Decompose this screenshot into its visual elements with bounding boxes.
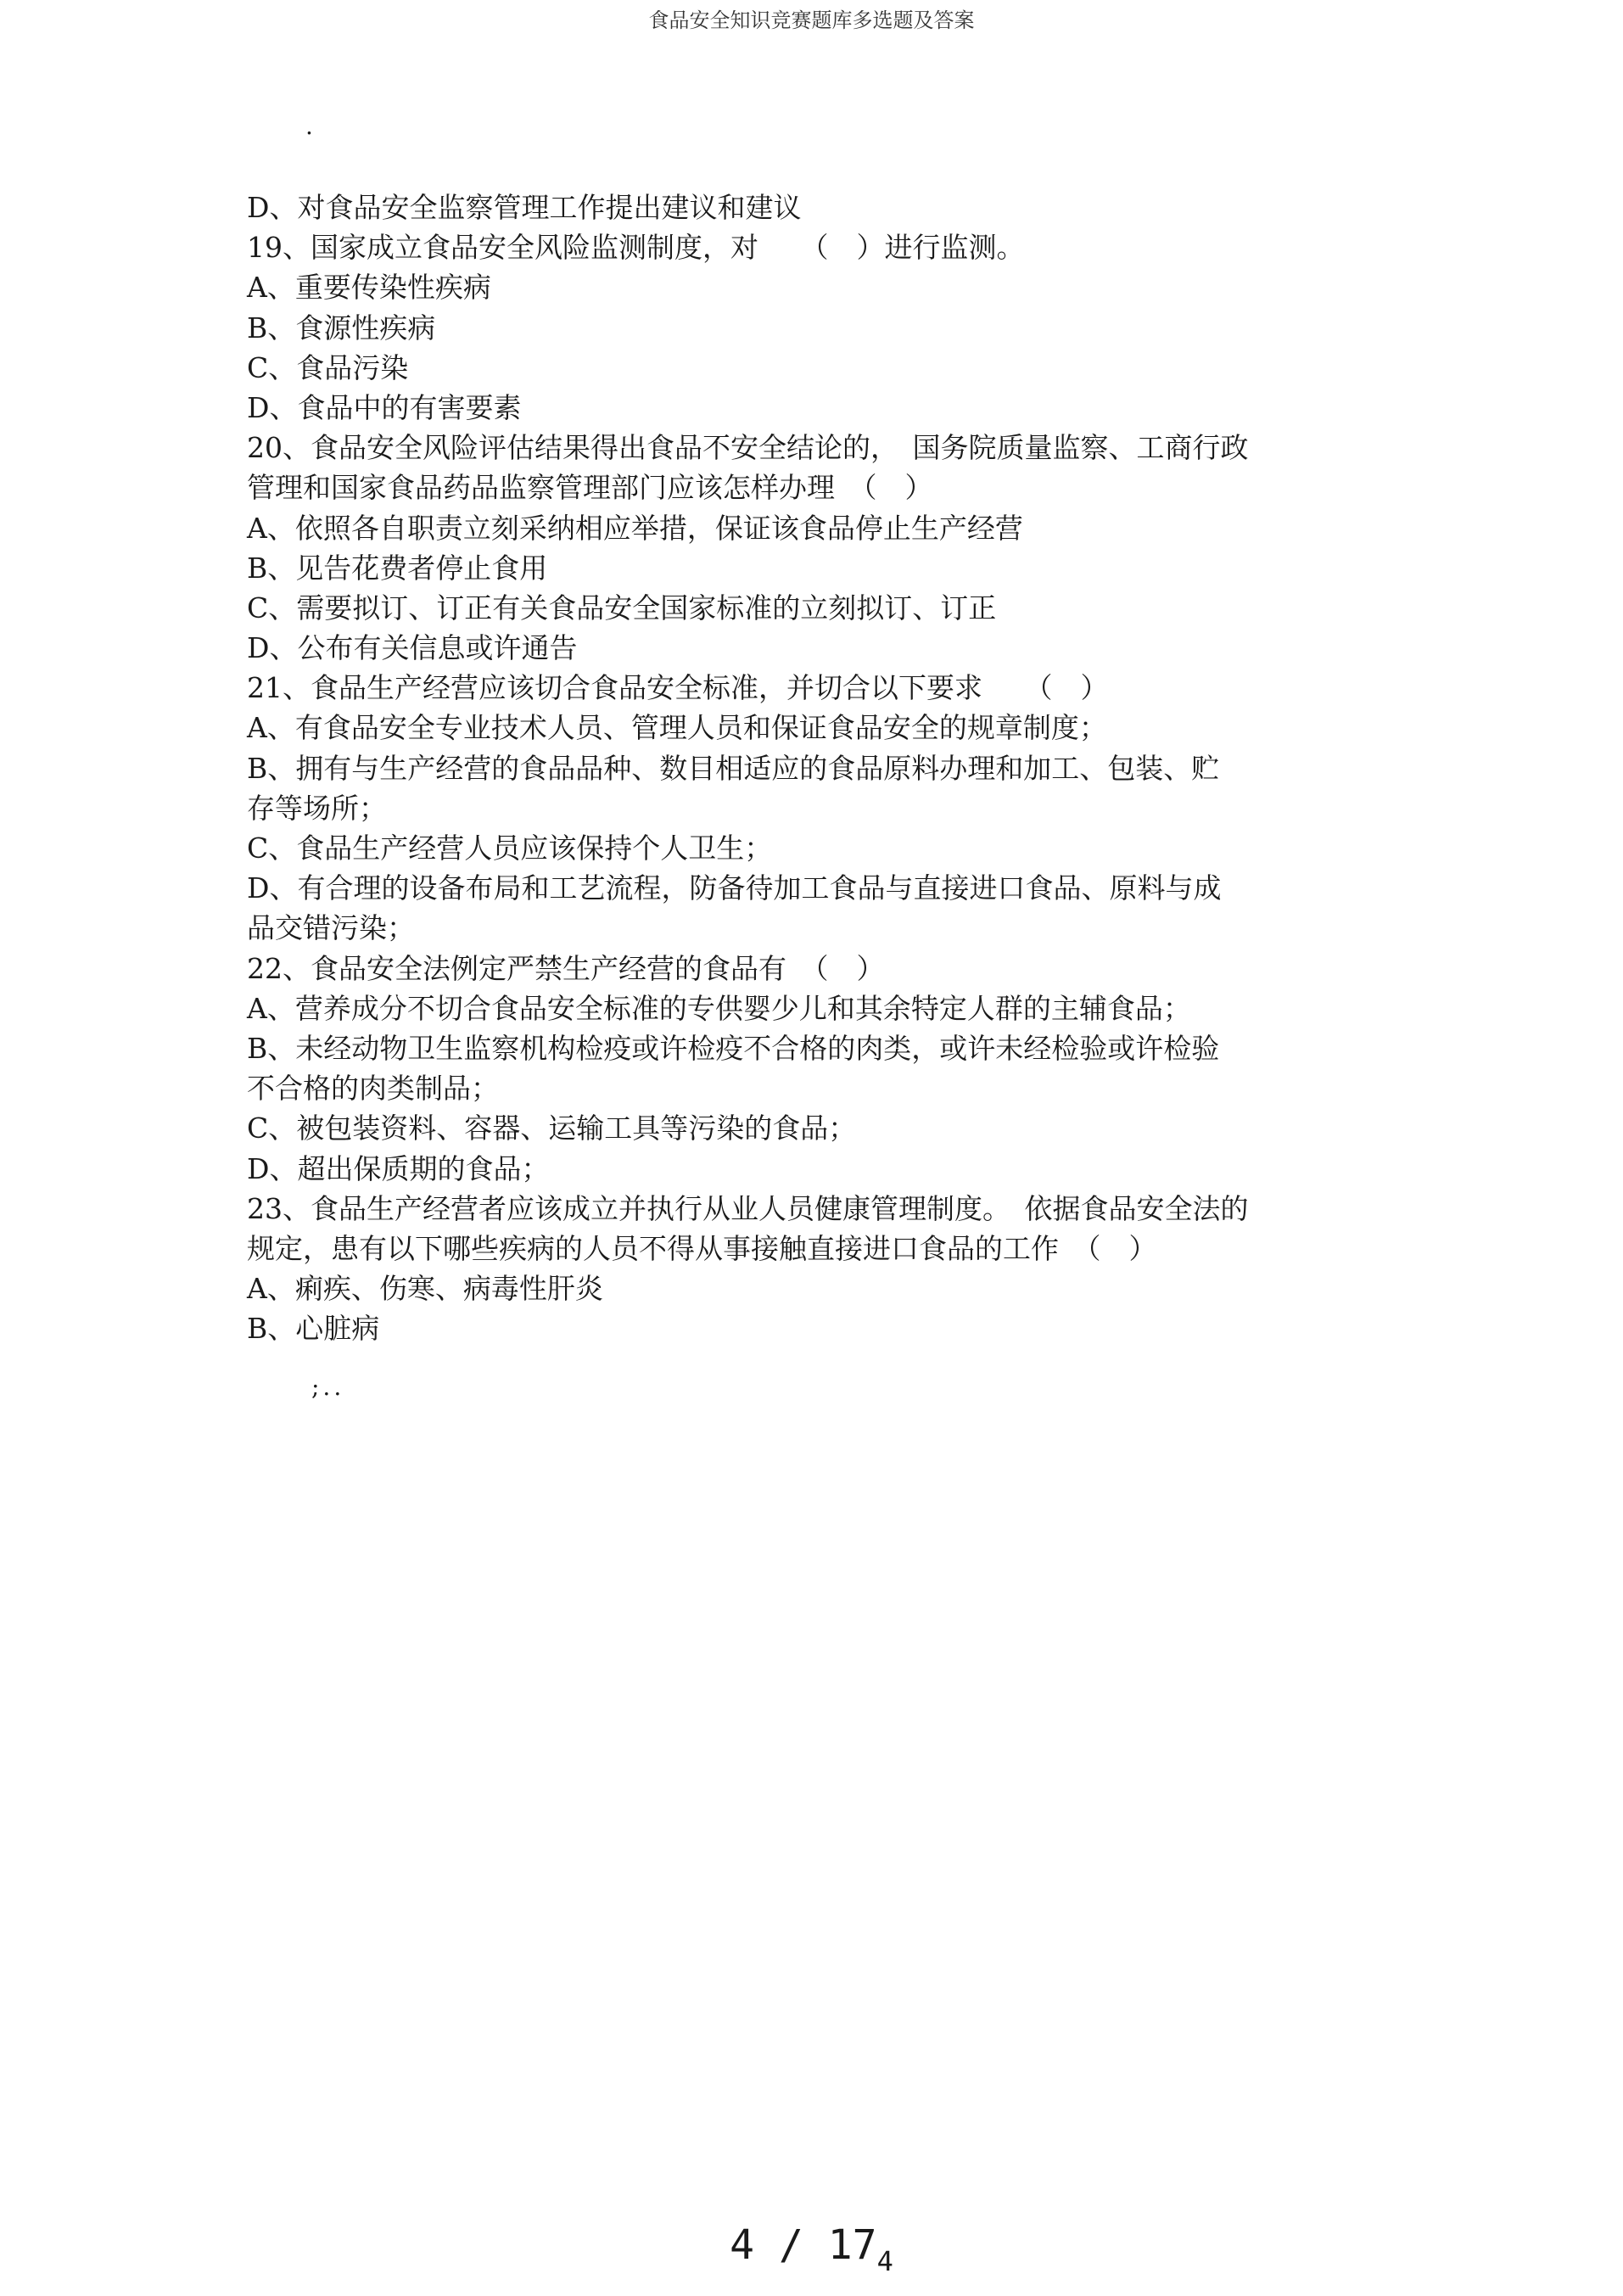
text-line: D、对食品安全监察管理工作提出建议和建议 <box>247 191 802 224</box>
text-line: C、需要拟订、订正有关食品安全国家标准的立刻拟订、订正 <box>247 591 997 624</box>
text-line: 不合格的肉类制品； <box>247 1072 499 1106</box>
text-line: 管理和国家食品药品监察管理部门应该怎样办理 （ ） <box>247 471 933 505</box>
text-line: D、有合理的设备布局和工艺流程，防备待加工食品与直接进口食品、原料与成 <box>247 871 1222 905</box>
text-line: C、食品污染 <box>247 350 409 384</box>
text-line: D、食品中的有害要素 <box>247 390 522 424</box>
page-number-label: 4 / 17 <box>730 2221 877 2269</box>
top-dot-mark: . <box>305 112 313 140</box>
text-line: C、食品生产经营人员应该保持个人卫生； <box>247 832 773 865</box>
text-line: B、见告花费者停止食用 <box>247 551 548 585</box>
text-line: B、未经动物卫生监察机构检疫或许检疫不合格的肉类，或许未经检验或许检验 <box>247 1031 1220 1065</box>
text-line: 19、国家成立食品安全风险监测制度，对 （ ）进行监测。 <box>247 231 1025 265</box>
text-line: 22、食品安全法例定严禁生产经营的食品有 （ ） <box>247 951 885 985</box>
text-line: D、超出保质期的食品； <box>247 1151 550 1185</box>
page-number <box>0 2221 1623 2277</box>
page-header-title: 食品安全知识竞赛题库多选题及答案 <box>648 8 975 32</box>
text-line: B、拥有与生产经营的食品品种、数目相适应的食品原料办理和加工、包装、贮 <box>247 751 1220 785</box>
page-number-subscript: 4 <box>876 2245 893 2277</box>
text-line: 20、食品安全风险评估结果得出食品不安全结论的， 国务院质量监察、工商行政 <box>247 431 1249 465</box>
text-line: A、有食品安全专业技术人员、管理人员和保证食品安全的规章制度； <box>247 711 1107 745</box>
text-line: 品交错污染； <box>247 911 415 945</box>
document-body <box>247 188 1401 1348</box>
text-line: A、痢疾、伤寒、病毒性肝炎 <box>247 1272 603 1306</box>
text-line: D、公布有关信息或许通告 <box>247 631 578 665</box>
text-line: A、依照各自职责立刻采纳相应举措，保证该食品停止生产经营 <box>247 511 1023 545</box>
text-line: 规定，患有以下哪些疾病的人员不得从事接触直接进口食品的工作 （ ） <box>247 1231 1157 1265</box>
text-line: C、被包装资料、容器、运输工具等污染的食品； <box>247 1112 857 1145</box>
text-line: B、食源性疾病 <box>247 311 436 344</box>
text-line: B、心脏病 <box>247 1312 380 1346</box>
text-line: A、营养成分不切合食品安全标准的专供婴少儿和其余特定人群的主辅食品； <box>247 991 1191 1025</box>
text-line: 23、食品生产经营者应该成立并执行从业人员健康管理制度。 依据食品安全法的 <box>247 1191 1249 1225</box>
text-line: 存等场所； <box>247 791 387 825</box>
text-line: A、重要传染性疾病 <box>247 271 491 305</box>
text-line: 21、食品生产经营应该切合食品安全标准，并切合以下要求 （ ） <box>247 671 1109 705</box>
bottom-dot-mark: ;.. <box>311 1373 345 1401</box>
